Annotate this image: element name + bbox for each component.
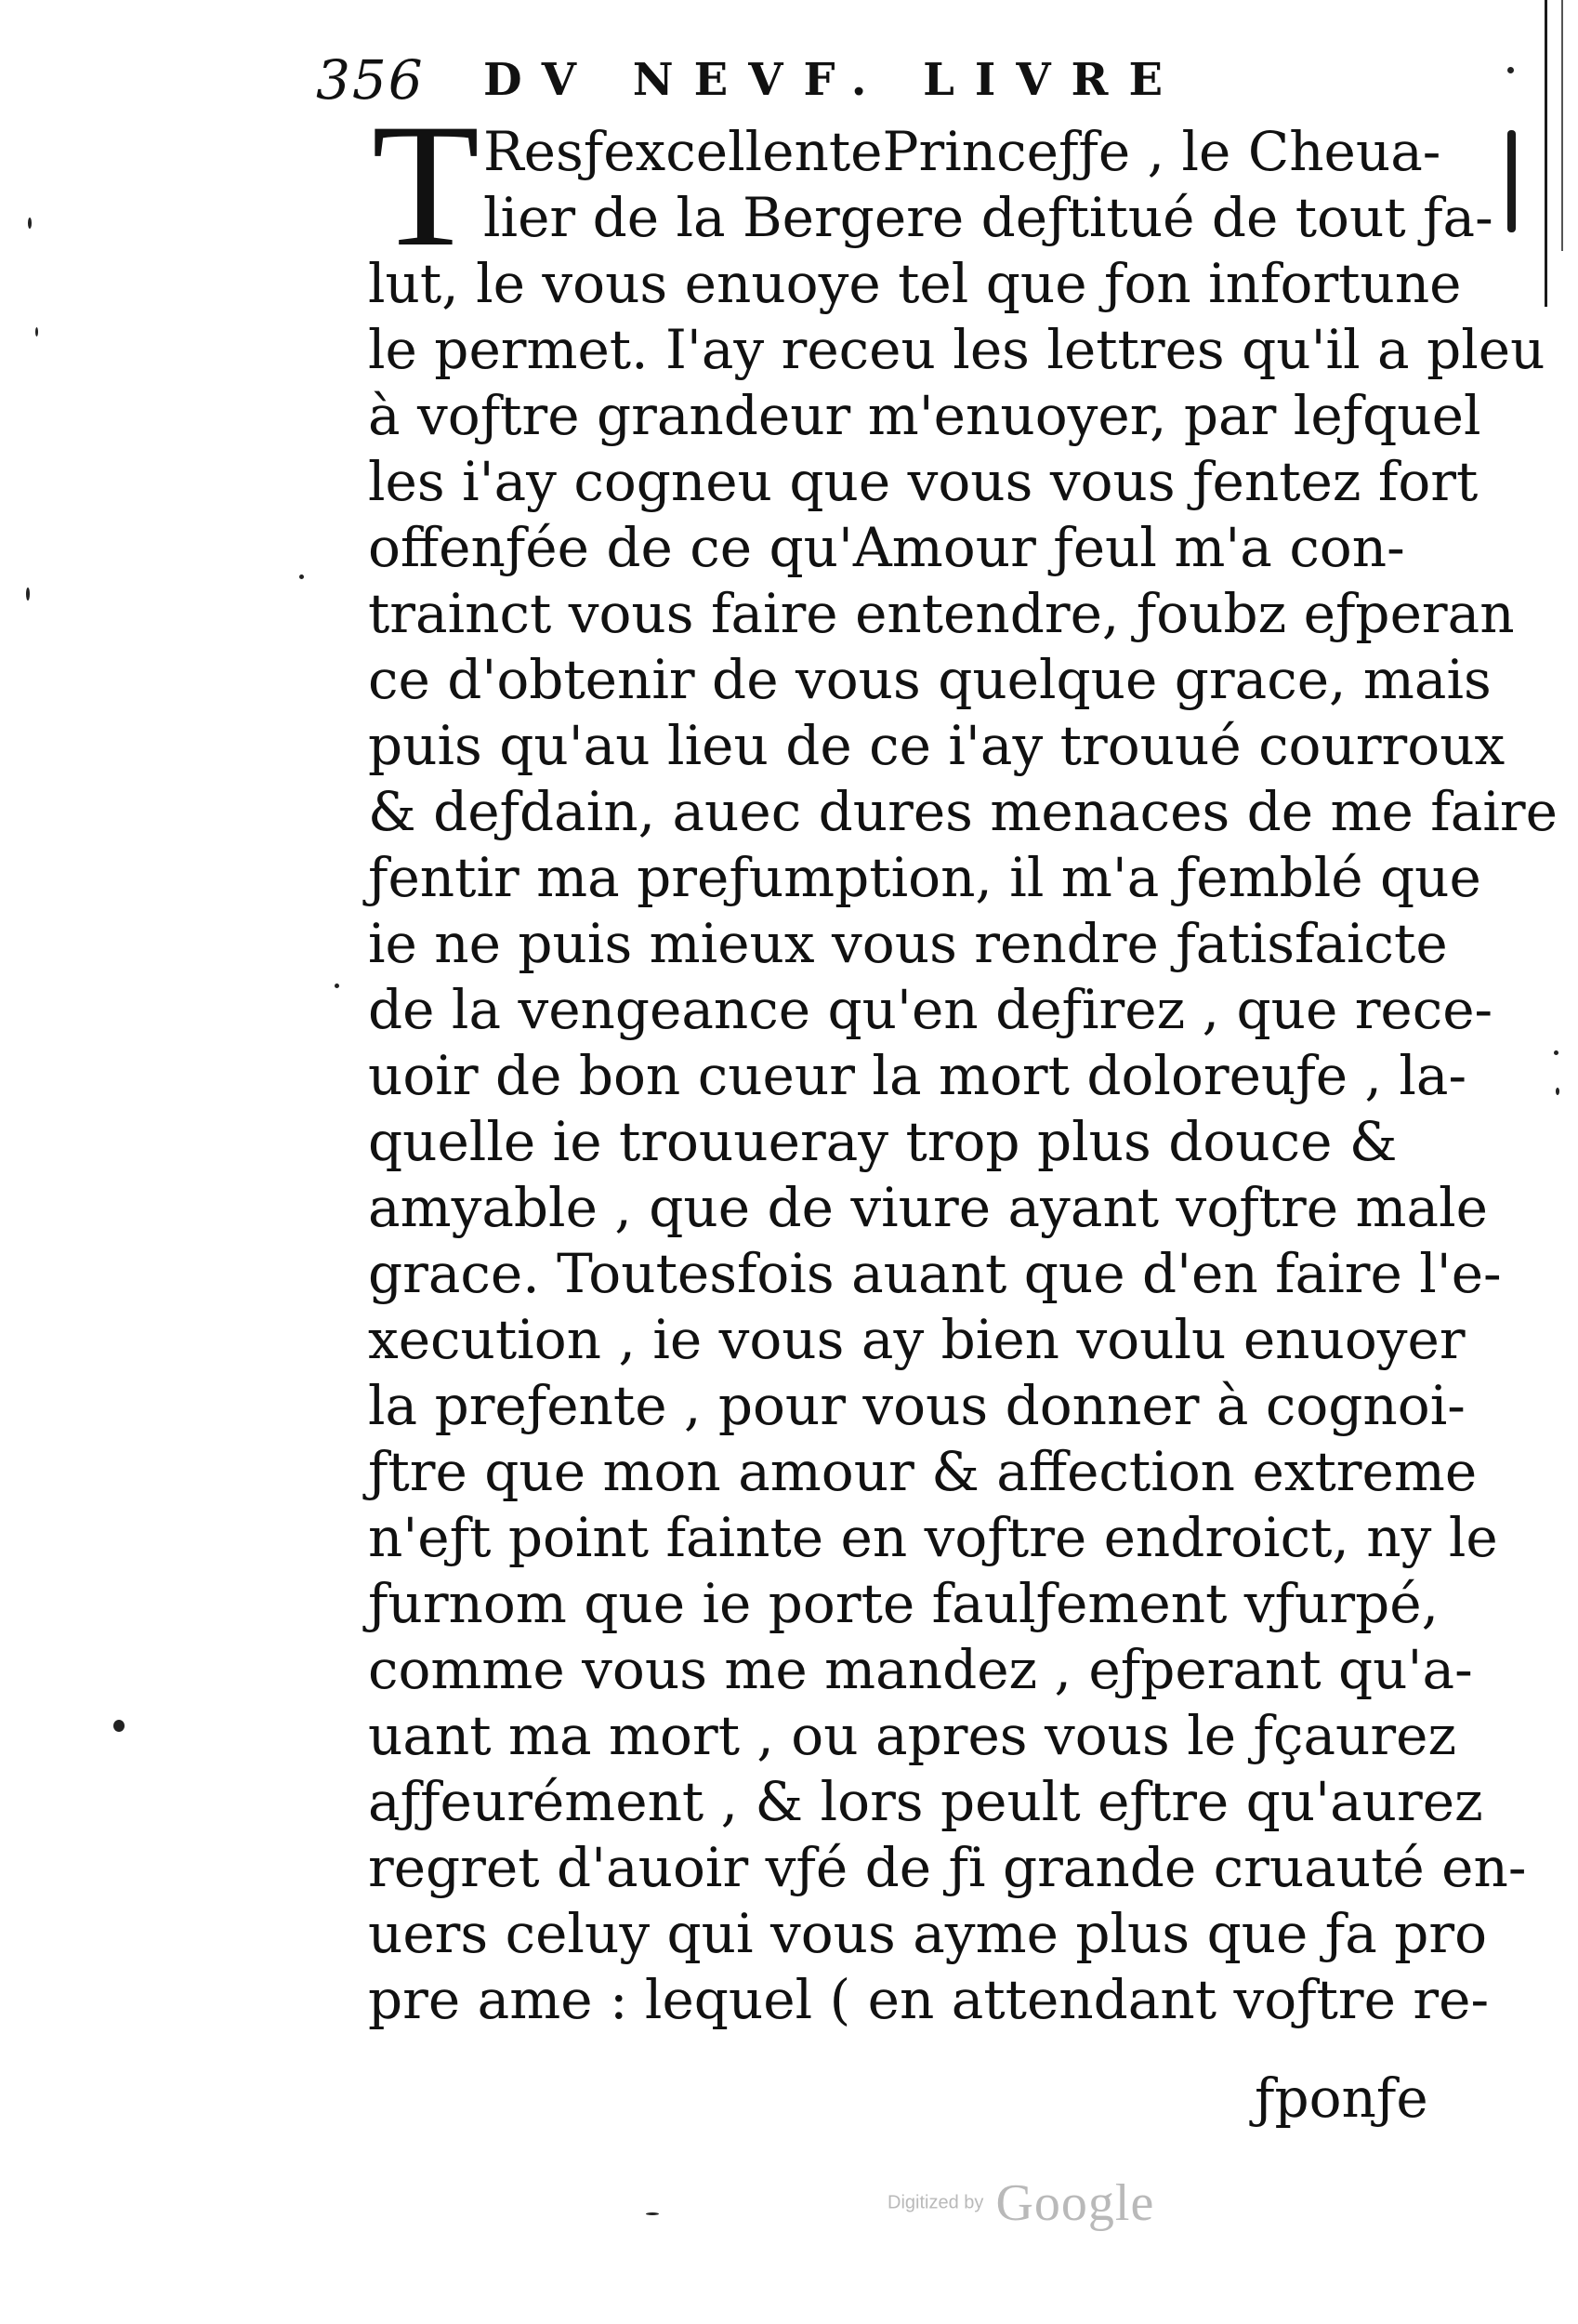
watermark-prefix: Digitized by bbox=[888, 2192, 984, 2213]
text-line: quelle ie trouueray trop plus douce & bbox=[368, 1110, 1398, 1173]
text-line: n'eƒt point fainte en voƒtre endroict, ny le bbox=[368, 1506, 1498, 1569]
text-line: uers celuy qui vous ayme plus que ƒa pro bbox=[368, 1902, 1488, 1965]
ink-speck bbox=[1507, 67, 1514, 73]
text-line: & deƒdain, auec dures menaces de me faire bbox=[368, 780, 1558, 843]
text-line: les i'ay cogneu que vous vous ƒentez fort bbox=[368, 450, 1479, 513]
text-line: le permet. I'ay receu les lettres qu'il a pleu bbox=[368, 318, 1545, 381]
text-line: uoir de bon cueur la mort doloreuƒe , la- bbox=[368, 1044, 1467, 1107]
text-line: amyable , que de viure ayant voƒtre male bbox=[368, 1176, 1488, 1239]
catchword: ƒponƒe bbox=[1255, 2067, 1428, 2130]
text-line: uant ma mort , ou apres vous le ƒçaurez bbox=[368, 1704, 1457, 1767]
drop-cap: T bbox=[371, 88, 480, 284]
page-edge-line bbox=[1561, 0, 1563, 251]
text-line: lut, le vous enuoye tel que ƒon infortune bbox=[368, 252, 1462, 315]
text-line: ie ne puis mieux vous rendre ƒatisfaicte bbox=[368, 912, 1448, 975]
text-line: ƒtre que mon amour & affection extreme bbox=[368, 1440, 1478, 1503]
page-number: 356 bbox=[316, 48, 425, 112]
watermark-brand: Google bbox=[995, 2174, 1155, 2232]
text-line: puis qu'au lieu de ce i'ay trouué courroux bbox=[368, 714, 1506, 777]
ink-speck bbox=[299, 574, 304, 579]
text-line: ƒurnom que ie porte faulƒement vƒurpé, bbox=[368, 1572, 1440, 1635]
text-line: de la vengeance qu'en deƒirez , que rece- bbox=[368, 978, 1493, 1041]
text-line: ce d'obtenir de vous quelque grace, mais bbox=[368, 648, 1492, 711]
text-line: regret d'auoir vƒé de ƒi grande cruauté en- bbox=[368, 1836, 1527, 1899]
text-line: la preƒente , pour vous donner à cognoi- bbox=[368, 1374, 1466, 1437]
text-line: pre ame : lequel ( en attendant voƒtre re- bbox=[368, 1968, 1490, 2031]
ink-speck bbox=[113, 1720, 125, 1732]
text-line: à voƒtre grandeur m'enuoyer, par leƒquel bbox=[368, 384, 1481, 447]
edge-mark bbox=[1507, 130, 1516, 232]
ink-speck bbox=[26, 588, 30, 601]
text-line: trainct vous faire entendre, ƒoubz eƒperan bbox=[368, 582, 1515, 645]
text-line: comme vous me mandez , eƒperant qu'a- bbox=[368, 1638, 1473, 1701]
ink-speck bbox=[1556, 1088, 1559, 1095]
text-line: grace. Toutesfois auant que d'en faire l'e- bbox=[368, 1242, 1502, 1305]
ink-speck bbox=[1554, 1050, 1558, 1055]
text-line: ƒentir ma preƒumption, il m'a ƒemblé que bbox=[368, 846, 1481, 909]
google-watermark bbox=[888, 2173, 1155, 2232]
ink-speck bbox=[35, 327, 38, 337]
ink-speck bbox=[28, 218, 32, 229]
book-title: DV NEVF. LIVRE bbox=[483, 54, 1184, 106]
text-line: offenƒée de ce qu'Amour ƒeul m'a con- bbox=[368, 516, 1405, 579]
text-line: xecution , ie vous ay bien voulu enuoyer bbox=[368, 1308, 1466, 1371]
ink-speck bbox=[335, 984, 339, 988]
page-edge-line bbox=[1545, 0, 1547, 307]
text-line: aƒƒeurément , & lors peult eƒtre qu'aurez bbox=[368, 1770, 1483, 1833]
text-line: ResƒexcellentePrinceƒƒe , le Cheua- bbox=[483, 120, 1441, 183]
text-line: lier de la Bergere deƒtitué de tout ƒa- bbox=[483, 186, 1493, 249]
ink-speck bbox=[646, 2212, 659, 2215]
